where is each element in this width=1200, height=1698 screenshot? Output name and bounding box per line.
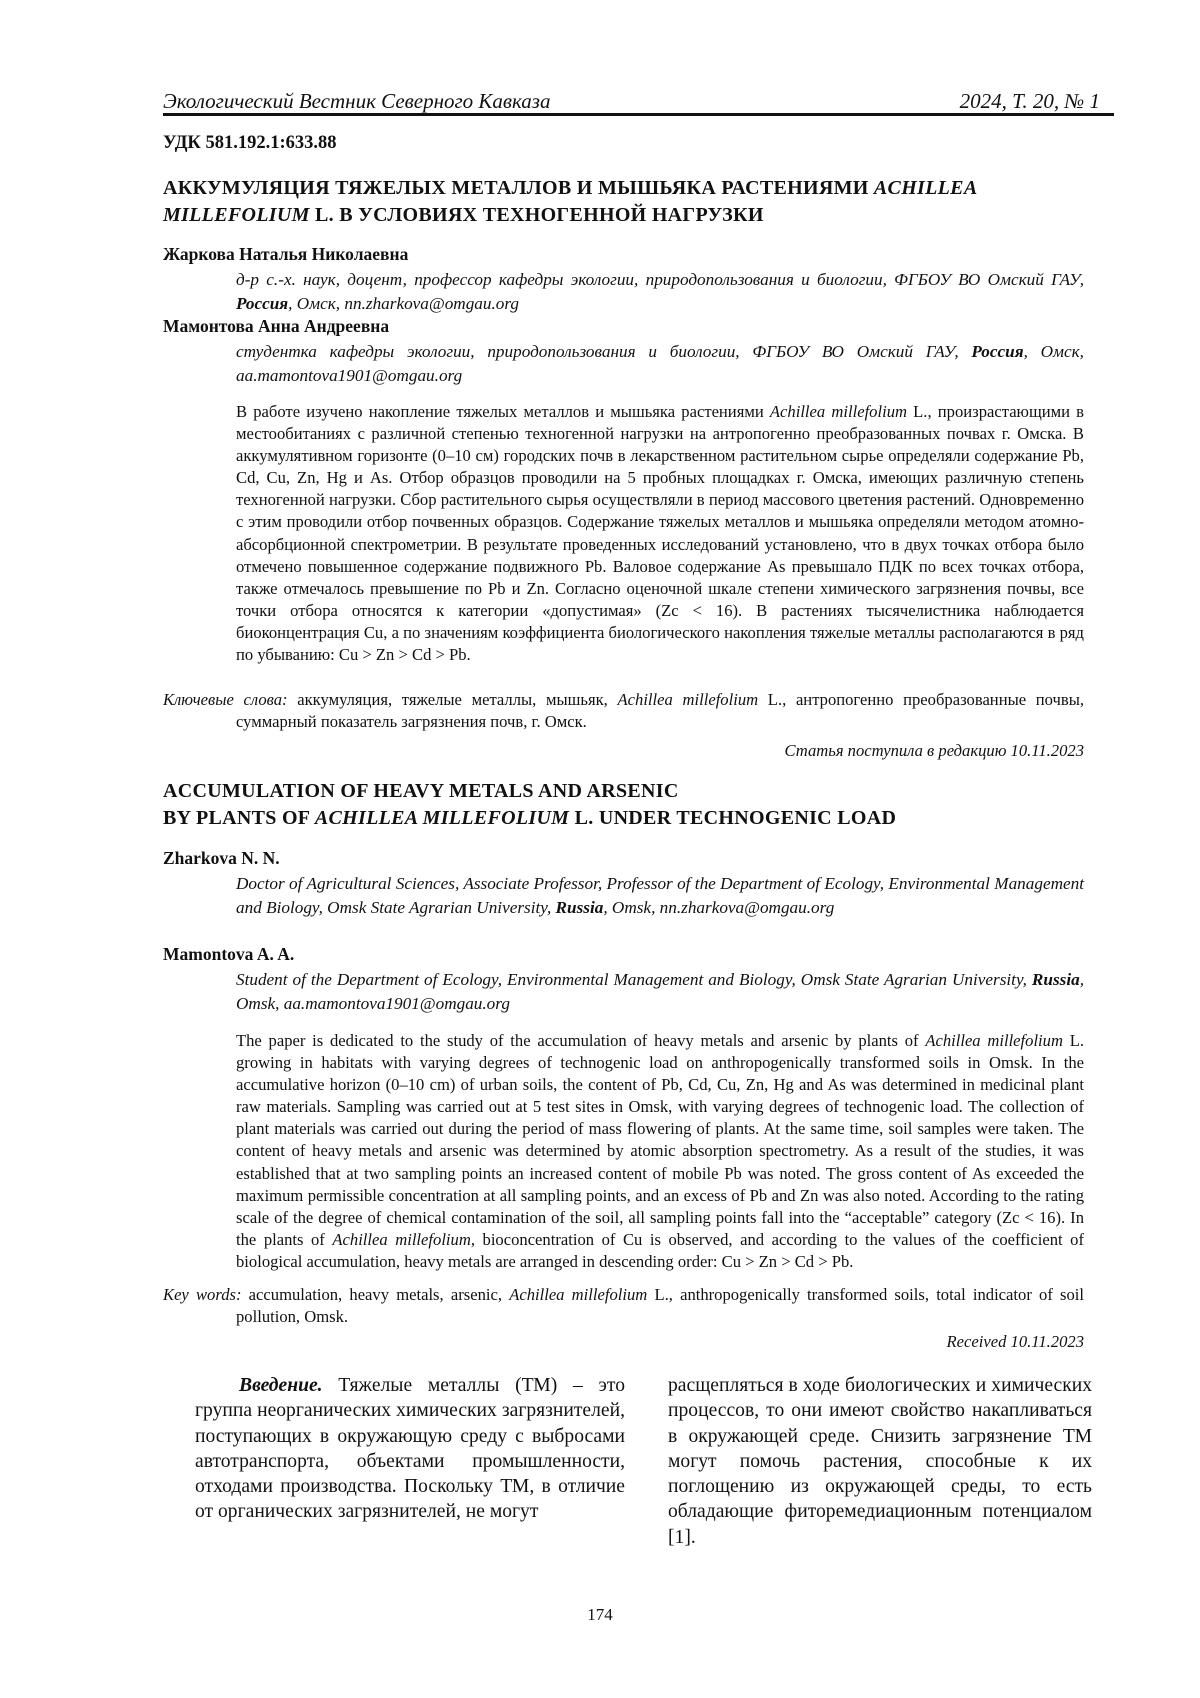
title-en-line1: ACCUMULATION OF HEAVY METALS AND ARSENIC [163, 780, 679, 802]
header-rule [163, 113, 1114, 116]
journal-name: Экологический Вестник Северного Кавказа [163, 89, 551, 113]
keywords-text: L., anthropogenically transformed soils, total indicator of soil pollution, Omsk. [236, 1285, 1085, 1327]
abstract-en-text: L. growing in habitats with varying degrees of technogenic load on anthropogenically transformed soils in Omsk. In the accumulative horizon (0–10 cm) of urban soils, the content of Pb, Cd, Cu, Zn, Hg and As was determined in medicinal plant raw materials. Sampling was carried out at 5 test sites in Omsk, with varying degrees of technogenic load. The collection of plant materials was carried out during the period of mass flowering of plants. At the same time, soil samples were taken. The content of heavy metals and arsenic was determined by atomic absorption spectrometry. As a result of the studies, it was established that at two sampling points an increased content of mobile Pb was noted. The gross content of As exceeded the maximum permissible concentration at all sampling points, and an excess of Pb and Zn was also noted. According to the rating scale of the degree of chemical contamination of the soil, all sampling points fall into the “acceptable” category (Zc < 16). In the plants of [236, 1031, 1084, 1249]
affil-contact: , Omsk, nn.zharkova@omgau.org [603, 898, 835, 917]
section-heading-introduction: Введение. [239, 1375, 323, 1396]
page-number: 174 [587, 1605, 613, 1624]
title-en-part2: L. UNDER TECHNOGENIC LOAD [569, 807, 897, 829]
body-text-left: Тяжелые металлы (ТМ) – это группа неорганических химических загрязнителей, поступающих в окружающую среду с выбросами автотранспорта, объектами промышленности, отходами производства. Поскольку ТМ, в отличие от органических загрязнителей, не могут [195, 1375, 625, 1523]
abstract-en-species: Achillea millefolium [925, 1031, 1063, 1050]
keywords-russian [163, 689, 1084, 733]
affil-text: Student of the Department of Ecology, Environmental Management and Biology, Omsk State Agrarian University, [236, 970, 1032, 989]
author-name-2-ru: Мамонтова Анна Андреевна [163, 316, 390, 336]
title-russian [163, 175, 1083, 229]
received-date-ru: Статья поступила в редакцию 10.11.2023 [784, 741, 1084, 760]
affil-text: д-р с.-х. наук, доцент, профессор кафедры экологии, природопользования и биологии, ФГБОУ ВО Омский ГАУ, [236, 270, 1084, 289]
title-en-part1: BY PLANTS OF [163, 807, 315, 829]
affil-contact: , Омск, nn.zharkova@omgau.org [288, 294, 520, 313]
author-name-1-ru: Жаркова Наталья Николаевна [163, 244, 409, 264]
abstract-ru-species: Achillea millefolium [769, 402, 907, 421]
author-name-2-en: Mamontova A. A. [163, 944, 295, 964]
author-affiliation-2-ru [236, 340, 1084, 388]
keywords-species: Achillea millefolium [509, 1285, 648, 1304]
keywords-text: accumulation, heavy metals, arsenic, [241, 1285, 510, 1304]
abstract-ru-text: L., произрастающими в местообитаниях с различной степенью техногенной нагрузки на антропогенно преобразованных почвах г. Омска. В аккумулятивном горизонте (0–10 см) городских почв в лекарственном растительном сырье определяли содержание Pb, Cd, Cu, Zn, Hg и As. Отбор образцов проводили на 5 пробных площадках г. Омска, имеющих различную степень техногенной нагрузки. Сбор растительного сырья осуществляли в период массового цветения растений. Одновременно с этим проводили отбор почвенных образцов. Содержание тяжелых металлов и мышьяка определяли методом атомно-абсорбционной спектрометрии. В результате проведенных исследований установлено, что в двух точках отбора было отмечено повышенное содержание подвижного Pb. Валовое содержание As превышало ПДК по всех точках отбора, также отмечалось превышение по Pb и Zn. Согласно оценочной шкале степени химического загрязнения почвы, все точки отбора относятся к категории «допустимая» (Zc < 16). В растениях тысячелистника наблюдается биоконцентрация Cu, а по значениям коэффициента биологического накопления тяжелые металлы располагаются в ряд по убыванию: Cu > Zn > Cd > Pb. [236, 402, 1085, 665]
affil-country: Russia [555, 898, 604, 917]
body-column-left [195, 1373, 625, 1525]
author-name-1-en: Zharkova N. N. [163, 848, 280, 868]
keywords-text: аккумуляция, тяжелые металлы, мышьяк, [287, 690, 618, 709]
affil-contact: , Омск, aa.mamontova1901@omgau.org [236, 342, 1084, 385]
keywords-species: Achillea millefolium [617, 690, 759, 709]
issue-info: 2024, Т. 20, № 1 [959, 89, 1100, 113]
abstract-en-text: The paper is dedicated to the study of the accumulation of heavy metals and arsenic by plants of [236, 1031, 926, 1050]
title-english [163, 778, 1083, 832]
affil-country: Россия [236, 294, 289, 313]
abstract-en-species: Achillea millefolium [332, 1229, 471, 1249]
title-ru-part2: L. В УСЛОВИЯХ ТЕХНОГЕННОЙ НАГРУЗКИ [309, 204, 764, 226]
abstract-en-text: , bioconcentration of Cu is observed, and according to the values of the coefficient of biological accumulation, heavy metals are arranged in descending order: Cu > Zn > Cd > Pb. [236, 1229, 1084, 1271]
keywords-text: L., антропогенно преобразованные почвы, суммарный показатель загрязнения почв, г. Омск. [236, 690, 1085, 732]
title-ru-part1: АККУМУЛЯЦИЯ ТЯЖЕЛЫХ МЕТАЛЛОВ И МЫШЬЯКА РАСТЕНИЯМИ [163, 177, 874, 199]
affil-country: Russia [1031, 970, 1080, 989]
keywords-english [163, 1284, 1084, 1328]
keywords-label: Key words: [163, 1285, 242, 1304]
body-column-right [668, 1373, 1092, 1550]
affil-contact: , Omsk, aa.mamontova1901@omgau.org [236, 970, 1084, 1013]
title-en-line2 [163, 805, 1083, 832]
title-en-species: ACHILLEA MILLEFOLIUM [314, 807, 570, 829]
abstract-english [236, 1030, 1084, 1273]
affil-country: Россия [971, 342, 1024, 361]
author-affiliation-1-en [236, 872, 1084, 920]
title-ru-species: ACHILLEA MILLEFOLIUM [163, 177, 977, 226]
running-head [163, 84, 1100, 114]
abstract-russian [236, 401, 1084, 666]
abstract-ru-text: В работе изучено накопление тяжелых металлов и мышьяка растениями [236, 402, 770, 421]
affil-text: студентка кафедры экологии, природопользования и биологии, ФГБОУ ВО Омский ГАУ, [236, 342, 972, 361]
received-date-en: Received 10.11.2023 [946, 1332, 1084, 1351]
author-affiliation-2-en [236, 968, 1084, 1016]
author-affiliation-1-ru [236, 268, 1084, 316]
keywords-label: Ключевые слова: [163, 690, 288, 709]
affil-text: Doctor of Agricultural Sciences, Associate Professor, Professor of the Department of Ecology, Environmental Management and Biology, Omsk State Agrarian University, [236, 874, 1084, 917]
udc-code: УДК 581.192.1:633.88 [163, 133, 337, 153]
body-text-right: расщепляться в ходе биологических и химических процессов, то они имеют свойство накапливаться в окружающей среде. Снизить загрязнение ТМ могут помочь растения, способные к их поглощению из окружающей среды, то есть обладающие фиторемедиационным потенциалом [1]. [668, 1375, 1092, 1548]
